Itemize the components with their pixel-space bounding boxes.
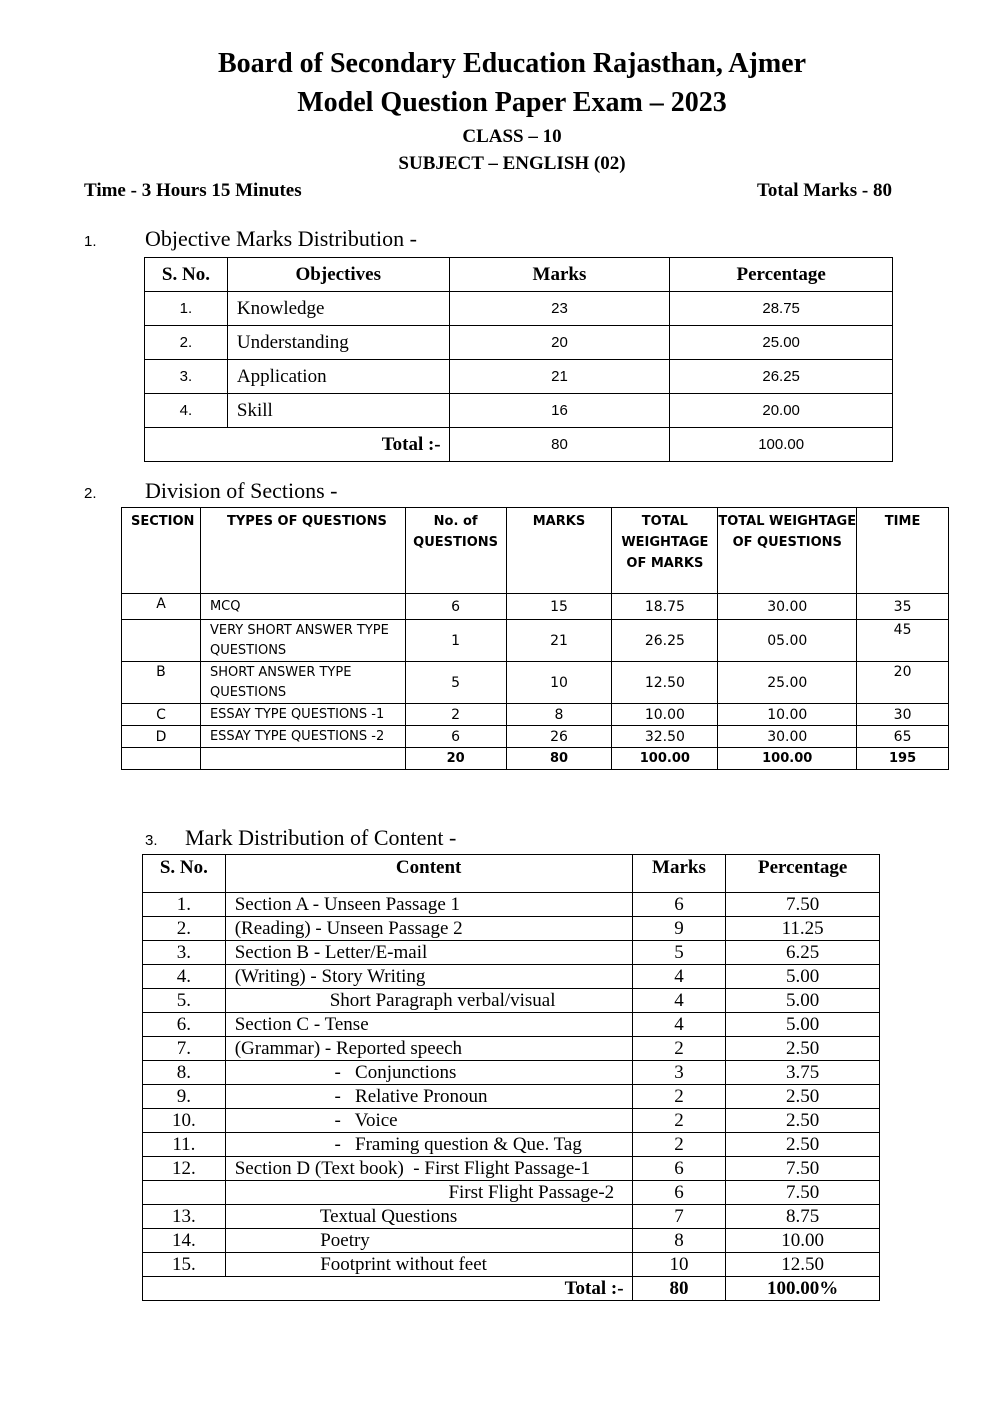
table-row <box>143 1181 880 1205</box>
total-row <box>122 748 949 770</box>
exam-title: Model Question Paper Exam – 2023 <box>297 87 727 118</box>
row-time: 30 <box>857 704 949 726</box>
row-percentage: 10.00 <box>726 1229 880 1253</box>
row-marks: 8 <box>506 704 612 726</box>
row-type: ESSAY TYPE QUESTIONS -1 <box>200 704 405 726</box>
total-row <box>143 1277 880 1301</box>
row-sno <box>143 1181 226 1205</box>
objective-marks-table <box>144 257 893 462</box>
table-row <box>143 1109 880 1133</box>
row-marks: 8 <box>632 1229 726 1253</box>
row-objective: Skill <box>227 394 449 428</box>
table-row <box>143 1085 880 1109</box>
row-marks: 20 <box>449 326 670 360</box>
row-percentage: 2.50 <box>726 1085 880 1109</box>
row-sno: 12. <box>143 1157 226 1181</box>
row-sno: 2. <box>145 326 228 360</box>
row-weightage-questions: 30.00 <box>718 726 857 748</box>
table-row <box>145 360 893 394</box>
row-sno: 13. <box>143 1205 226 1229</box>
row-weightage-marks: 18.75 <box>612 594 718 620</box>
row-type: MCQ <box>200 594 405 620</box>
row-section: B <box>122 662 201 704</box>
row-marks: 6 <box>632 1157 726 1181</box>
total-label: Total :- <box>143 1277 633 1301</box>
total-time: 195 <box>857 748 949 770</box>
table-row <box>122 594 949 620</box>
row-marks: 10 <box>506 662 612 704</box>
row-percentage: 7.50 <box>726 1157 880 1181</box>
empty-cell <box>122 748 201 770</box>
row-marks: 21 <box>506 620 612 662</box>
row-content: (Writing) - Story Writing <box>225 965 632 989</box>
row-marks: 2 <box>632 1133 726 1157</box>
row-sno: 6. <box>143 1013 226 1037</box>
row-weightage-questions: 10.00 <box>718 704 857 726</box>
row-questions: 6 <box>405 594 506 620</box>
row-content: - Conjunctions <box>225 1061 632 1085</box>
row-sno: 10. <box>143 1109 226 1133</box>
table-row <box>143 1229 880 1253</box>
row-marks: 3 <box>632 1061 726 1085</box>
row-questions: 2 <box>405 704 506 726</box>
row-weightage-questions: 25.00 <box>718 662 857 704</box>
total-weightage-marks: 100.00 <box>612 748 718 770</box>
row-content: Section A - Unseen Passage 1 <box>225 893 632 917</box>
row-weightage-questions: 05.00 <box>718 620 857 662</box>
row-marks: 21 <box>449 360 670 394</box>
row-time: 45 <box>857 620 949 662</box>
row-marks: 16 <box>449 394 670 428</box>
row-marks: 4 <box>632 989 726 1013</box>
row-objective: Understanding <box>227 326 449 360</box>
row-percentage: 12.50 <box>726 1253 880 1277</box>
row-content: First Flight Passage-2 <box>225 1181 632 1205</box>
table-row <box>143 941 880 965</box>
row-sno: 15. <box>143 1253 226 1277</box>
row-marks: 7 <box>632 1205 726 1229</box>
row-section <box>122 620 201 662</box>
row-content: Textual Questions <box>225 1205 632 1229</box>
row-content: Section C - Tense <box>225 1013 632 1037</box>
row-marks: 10 <box>632 1253 726 1277</box>
row-marks: 4 <box>632 965 726 989</box>
row-content: (Grammar) - Reported speech <box>225 1037 632 1061</box>
row-marks: 23 <box>449 292 670 326</box>
row-percentage: 2.50 <box>726 1133 880 1157</box>
row-sno: 11. <box>143 1133 226 1157</box>
row-sno: 9. <box>143 1085 226 1109</box>
table-row <box>145 394 893 428</box>
col-percentage: Percentage <box>726 855 880 893</box>
total-label: Total :- <box>145 428 450 462</box>
col-marks: Marks <box>632 855 726 893</box>
row-content: - Voice <box>225 1109 632 1133</box>
row-sno: 4. <box>145 394 228 428</box>
row-sno: 7. <box>143 1037 226 1061</box>
col-sno: S. No. <box>145 258 228 292</box>
row-content: Short Paragraph verbal/visual <box>225 989 632 1013</box>
table-row <box>122 704 949 726</box>
row-questions: 6 <box>405 726 506 748</box>
row-type: ESSAY TYPE QUESTIONS -2 <box>200 726 405 748</box>
table-row <box>143 893 880 917</box>
row-percentage: 5.00 <box>726 1013 880 1037</box>
row-objective: Knowledge <box>227 292 449 326</box>
row-content: - Framing question & Que. Tag <box>225 1133 632 1157</box>
row-content: Section B - Letter/E-mail <box>225 941 632 965</box>
row-percentage: 5.00 <box>726 965 880 989</box>
row-sno: 8. <box>143 1061 226 1085</box>
table-row <box>145 326 893 360</box>
row-percentage: 5.00 <box>726 989 880 1013</box>
row-percentage: 26.25 <box>670 360 893 394</box>
subject-label: SUBJECT – ENGLISH (02) <box>398 153 626 174</box>
col-weightage-questions: TOTAL WEIGHTAGE OF QUESTIONS <box>718 508 857 594</box>
row-weightage-questions: 30.00 <box>718 594 857 620</box>
row-questions: 1 <box>405 620 506 662</box>
col-time: TIME <box>857 508 949 594</box>
row-percentage: 2.50 <box>726 1109 880 1133</box>
row-percentage: 8.75 <box>726 1205 880 1229</box>
col-weightage-marks: TOTAL WEIGHTAGE OF MARKS <box>612 508 718 594</box>
col-marks: MARKS <box>506 508 612 594</box>
content-marks-table <box>142 854 880 1301</box>
section3-number: 3. <box>145 832 158 849</box>
time-label: Time - 3 Hours 15 Minutes <box>84 180 302 201</box>
col-section: SECTION <box>122 508 201 594</box>
row-weightage-marks: 26.25 <box>612 620 718 662</box>
row-sno: 1. <box>143 893 226 917</box>
row-marks: 2 <box>632 1109 726 1133</box>
table-row <box>143 917 880 941</box>
row-percentage: 2.50 <box>726 1037 880 1061</box>
row-percentage: 3.75 <box>726 1061 880 1085</box>
row-questions: 5 <box>405 662 506 704</box>
row-time: 35 <box>857 594 949 620</box>
row-marks: 2 <box>632 1037 726 1061</box>
row-marks: 26 <box>506 726 612 748</box>
total-percentage: 100.00 <box>670 428 893 462</box>
table-row <box>143 965 880 989</box>
section3-heading: Mark Distribution of Content - <box>185 825 457 850</box>
row-percentage: 7.50 <box>726 1181 880 1205</box>
table-row <box>143 1133 880 1157</box>
row-marks: 9 <box>632 917 726 941</box>
row-section: A <box>122 594 201 620</box>
row-content: Poetry <box>225 1229 632 1253</box>
row-section: D <box>122 726 201 748</box>
table-row <box>122 620 949 662</box>
row-type: SHORT ANSWER TYPE QUESTIONS <box>200 662 405 704</box>
table-row <box>122 726 949 748</box>
row-sno: 4. <box>143 965 226 989</box>
division-of-sections-table <box>121 507 949 770</box>
table-row <box>143 1157 880 1181</box>
row-percentage: 28.75 <box>670 292 893 326</box>
row-weightage-marks: 10.00 <box>612 704 718 726</box>
col-no-questions: No. of QUESTIONS <box>405 508 506 594</box>
row-percentage: 6.25 <box>726 941 880 965</box>
total-marks: 80 <box>449 428 670 462</box>
col-objectives: Objectives <box>227 258 449 292</box>
row-sno: 3. <box>143 941 226 965</box>
row-type: VERY SHORT ANSWER TYPE QUESTIONS <box>200 620 405 662</box>
total-weightage-questions: 100.00 <box>718 748 857 770</box>
total-percentage: 100.00% <box>726 1277 880 1301</box>
section2-number: 2. <box>84 485 97 502</box>
col-percentage: Percentage <box>670 258 893 292</box>
row-marks: 5 <box>632 941 726 965</box>
row-marks: 2 <box>632 1085 726 1109</box>
row-weightage-marks: 12.50 <box>612 662 718 704</box>
row-content: (Reading) - Unseen Passage 2 <box>225 917 632 941</box>
total-marks: 80 <box>632 1277 726 1301</box>
class-label: CLASS – 10 <box>462 126 562 147</box>
row-percentage: 20.00 <box>670 394 893 428</box>
row-time: 65 <box>857 726 949 748</box>
table-row <box>143 1013 880 1037</box>
row-marks: 4 <box>632 1013 726 1037</box>
row-section: C <box>122 704 201 726</box>
total-questions: 20 <box>405 748 506 770</box>
row-marks: 6 <box>632 893 726 917</box>
table-row <box>143 1037 880 1061</box>
row-marks: 6 <box>632 1181 726 1205</box>
row-time: 20 <box>857 662 949 704</box>
table-row <box>122 662 949 704</box>
row-percentage: 11.25 <box>726 917 880 941</box>
total-row <box>145 428 893 462</box>
total-marks-label: Total Marks - 80 <box>757 180 892 201</box>
row-sno: 2. <box>143 917 226 941</box>
col-marks: Marks <box>449 258 670 292</box>
row-percentage: 7.50 <box>726 893 880 917</box>
table-row <box>143 1253 880 1277</box>
total-marks: 80 <box>506 748 612 770</box>
row-content: Section D (Text book) - First Flight Passage-1 <box>225 1157 632 1181</box>
row-content: - Relative Pronoun <box>225 1085 632 1109</box>
row-sno: 14. <box>143 1229 226 1253</box>
row-weightage-marks: 32.50 <box>612 726 718 748</box>
section1-heading: Objective Marks Distribution - <box>145 226 417 251</box>
col-types: TYPES OF QUESTIONS <box>200 508 405 594</box>
table-row <box>143 989 880 1013</box>
col-content: Content <box>225 855 632 893</box>
row-sno: 3. <box>145 360 228 394</box>
row-percentage: 25.00 <box>670 326 893 360</box>
board-title: Board of Secondary Education Rajasthan, Ajmer <box>217 48 806 79</box>
table-row <box>143 1061 880 1085</box>
section2-heading: Division of Sections - <box>145 478 338 503</box>
row-content: Footprint without feet <box>225 1253 632 1277</box>
row-marks: 15 <box>506 594 612 620</box>
col-sno: S. No. <box>143 855 226 893</box>
table-row <box>143 1205 880 1229</box>
row-sno: 1. <box>145 292 228 326</box>
row-sno: 5. <box>143 989 226 1013</box>
section1-number: 1. <box>84 233 97 250</box>
table-row <box>145 292 893 326</box>
row-objective: Application <box>227 360 449 394</box>
empty-cell <box>200 748 405 770</box>
